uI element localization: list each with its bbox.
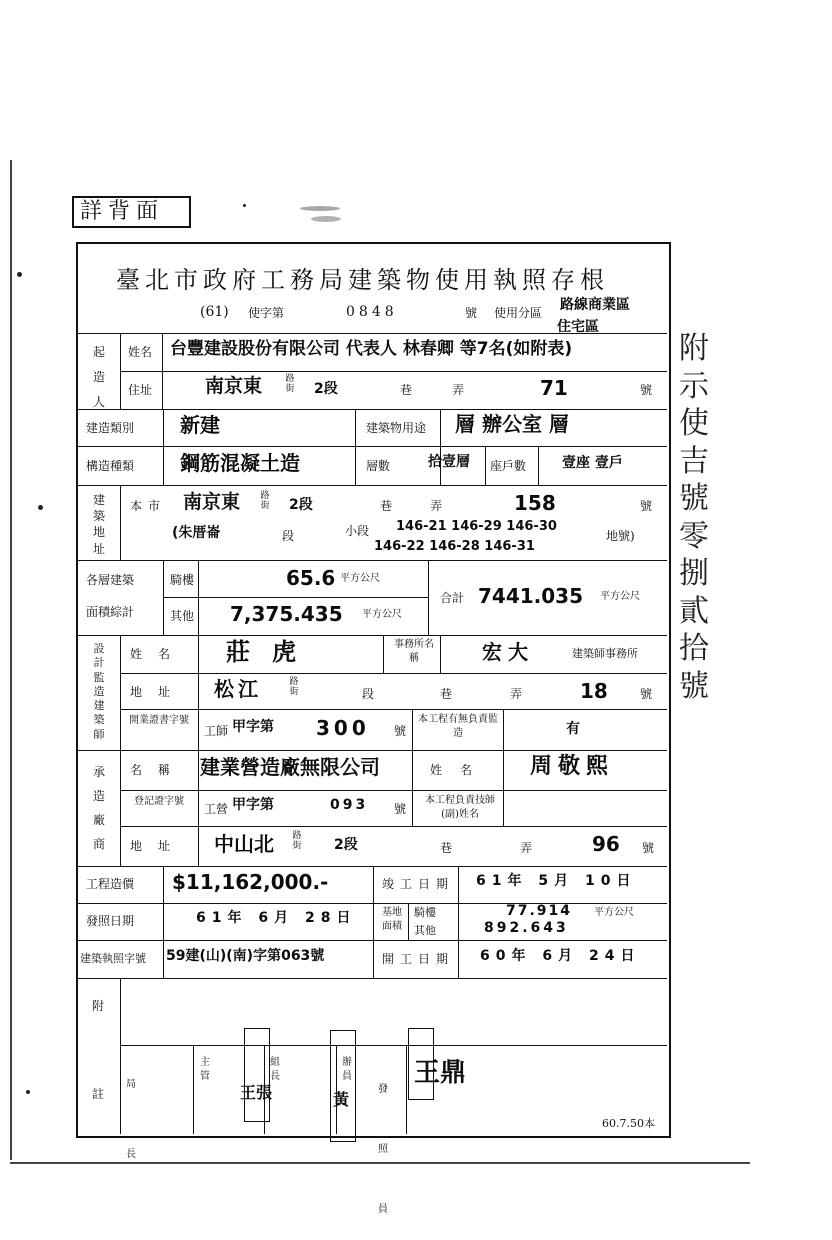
engineer-label: 本工程負責技師(副)姓名 — [425, 795, 495, 820]
done-label: 竣工日期 — [382, 877, 455, 891]
site-area-unit: 平方公尺 — [594, 907, 634, 918]
site-other-value: 892.643 — [484, 920, 569, 936]
permit-number: 0848 — [346, 304, 398, 320]
designer-address-no: 18 — [580, 679, 608, 703]
contractor-person-label: 姓名 — [430, 763, 491, 777]
site-no: 158 — [514, 491, 556, 515]
seal-stamp-2 — [330, 1030, 356, 1142]
cost-label: 工程造價 — [86, 877, 135, 891]
site-arcade-label: 騎樓 — [414, 906, 436, 919]
site-road-kind: 路街 — [260, 491, 270, 511]
back-side-label: 詳背面 — [80, 199, 165, 224]
seal-stamp-2-name: 黃 — [333, 1090, 350, 1109]
start-label: 開工日期 — [382, 952, 455, 966]
site-hao: 號 — [640, 499, 653, 513]
site-section-label: 建築地址 — [92, 493, 105, 556]
designer-office-suffix: 建築師事務所 — [572, 647, 638, 660]
designer-cert-label: 開業證書字號 — [129, 715, 189, 726]
site-lot-xiao: 小段 — [345, 524, 370, 538]
permit-prefix: 使字第 — [248, 306, 285, 320]
build-type-value: 新建 — [180, 413, 220, 437]
total-label: 合計 — [440, 591, 465, 605]
floor-other-value: 7,375.435 — [230, 602, 343, 626]
permit-no-value: 59建(山)(南)字第063號 — [166, 948, 325, 964]
floor-other-label: 其他 — [170, 609, 195, 623]
permit-year: (61) — [200, 304, 229, 320]
notes-label-fu: 附 — [92, 999, 105, 1013]
designer-address-alley: 弄 — [510, 687, 523, 701]
notes-label-zhu: 註 — [92, 1087, 105, 1101]
permit-suffix: 號 — [465, 306, 478, 320]
issue-value: 61年 6月 28日 — [196, 910, 357, 926]
site-lot-section: (朱厝崙 — [172, 525, 221, 541]
zone-value: 路線商業區 — [560, 297, 630, 313]
contractor-person-value: 周敬熙 — [530, 754, 615, 779]
arcade-unit: 平方公尺 — [340, 573, 380, 584]
site-duan: 2段 — [289, 497, 313, 513]
seal-stamp-1 — [244, 1028, 270, 1122]
site-arcade-value: 77.914 — [506, 903, 573, 919]
designer-cert-value: 甲字第 — [232, 719, 274, 735]
contractor-address-road: 路街 — [292, 831, 302, 851]
contractor-address-label: 地址 — [130, 839, 187, 853]
done-value: 61年 5月 10日 — [476, 873, 637, 889]
designer-address-lane: 巷 — [440, 687, 453, 701]
designer-address-duan: 段 — [362, 687, 375, 701]
site-city: 本市 — [130, 499, 167, 513]
stamp-col-supervisor: 主管 — [200, 1057, 210, 1082]
designer-address-label: 地址 — [130, 685, 187, 699]
builder-section-label: 起造人 — [92, 345, 105, 410]
cost-value: $11,162,000.- — [172, 870, 329, 894]
builder-address-section: 2段 — [314, 381, 338, 397]
builder-address-lane: 巷 — [400, 383, 413, 397]
contractor-reg-hao: 號 — [394, 802, 407, 816]
designer-office-label: 事務所名稱 — [394, 639, 434, 664]
site-lot-duan: 段 — [282, 529, 295, 543]
designer-cert-hao: 號 — [394, 724, 407, 738]
zone-label: 使用分區 — [494, 306, 543, 320]
form-title: 臺北市政府工務局建築物使用執照存根 — [116, 266, 609, 294]
contractor-address-hao: 號 — [642, 841, 655, 855]
stamp-col-director: 局長 — [126, 1079, 136, 1160]
site-lot-hao: 地號) — [606, 529, 635, 543]
zone-value-2: 住宅區 — [557, 319, 599, 335]
contractor-name-value: 建業營造廠無限公司 — [200, 755, 380, 779]
floor-other-unit: 平方公尺 — [362, 609, 402, 620]
floor-area-label-2: 面積綜計 — [86, 605, 135, 619]
contractor-reg-prefix: 工營 — [204, 802, 229, 816]
issue-label: 發照日期 — [86, 914, 135, 928]
right-margin-text: 附 示 使 吉 號 零 捌 貳 拾 號 — [679, 331, 709, 704]
structure-label: 構造種類 — [86, 459, 135, 473]
build-type-label: 建造類別 — [86, 421, 135, 435]
floors-value: 拾壹層 — [428, 454, 470, 470]
builder-address-label: 住址 — [128, 383, 153, 397]
total-unit: 平方公尺 — [600, 591, 640, 602]
designer-address-road: 路街 — [289, 677, 299, 697]
site-lots-row1: 146-21 146-29 146-30 — [396, 519, 557, 534]
designer-cert-prefix: 工師 — [204, 724, 229, 738]
builder-name-value: 台豐建設股份有限公司 代表人 林春卿 等7名(如附表) — [170, 339, 573, 359]
start-value: 60年 6月 24日 — [480, 948, 641, 964]
site-other-label: 其他 — [414, 924, 436, 937]
arcade-value: 65.6 — [286, 566, 336, 590]
permit-no-label: 建築執照字號 — [80, 952, 146, 965]
designer-address-value: 松江 — [214, 677, 262, 701]
site-alley: 弄 — [430, 499, 443, 513]
total-value: 7441.035 — [478, 584, 584, 608]
designer-cert-no: 300 — [316, 716, 370, 740]
builder-name-label: 姓名 — [128, 345, 153, 359]
usage-label: 建築物用途 — [366, 421, 427, 435]
designer-name-label: 姓名 — [130, 647, 187, 661]
contractor-reg-value: 甲字第 — [232, 797, 274, 813]
floor-area-label-1: 各層建築 — [86, 573, 135, 587]
seal-stamp-3-name: 王鼎 — [414, 1058, 467, 1088]
arcade-label: 騎樓 — [170, 573, 195, 587]
structure-value: 鋼筋混凝土造 — [180, 451, 300, 475]
contractor-address-no: 96 — [592, 832, 620, 856]
contractor-address-lane: 巷 — [440, 841, 453, 855]
usage-value: 層 辦公室 層 — [455, 412, 569, 436]
contractor-reg-no: 093 — [330, 797, 369, 813]
contractor-address-alley: 弄 — [520, 841, 533, 855]
site-area-label: 基地面積 — [382, 907, 402, 932]
seal-stamp-1-name: 王張 — [240, 1083, 273, 1102]
stamp-col-clerk: 辦員 — [342, 1057, 352, 1082]
footer-code: 60.7.50本 — [602, 1117, 655, 1130]
stamp-col-issuer: 發照員 — [378, 1084, 388, 1215]
contractor-reg-label: 登記證字號 — [134, 796, 184, 807]
designer-name-value: 莊虎 — [226, 638, 318, 666]
builder-address-alley: 弄 — [452, 383, 465, 397]
contractor-address-value: 中山北 — [214, 832, 274, 856]
stamp-col-leader: 組長 — [270, 1057, 280, 1082]
builder-address-no: 71 — [540, 376, 568, 400]
site-lots-row2: 146-22 146-28 146-31 — [374, 539, 535, 554]
site-road: 南京東 — [183, 491, 241, 513]
supervise-value: 有 — [566, 721, 580, 737]
units-label: 座戶數 — [490, 459, 527, 473]
builder-address-value: 南京東 — [205, 375, 263, 397]
contractor-address-duan: 2段 — [334, 837, 358, 853]
site-lane: 巷 — [380, 499, 393, 513]
units-value: 壹座 壹戶 — [562, 455, 623, 471]
contractor-section-label: 承造廠商 — [92, 765, 105, 851]
designer-address-hao: 號 — [640, 687, 653, 701]
contractor-name-label: 名稱 — [130, 763, 187, 777]
builder-address-road: 路街 — [285, 374, 295, 394]
floors-label: 層數 — [366, 459, 391, 473]
builder-address-hao: 號 — [640, 383, 653, 397]
designer-office-value: 宏大 — [482, 640, 534, 664]
designer-section-label: 設計監造建築師 — [93, 642, 105, 741]
supervise-label: 本工程有無負責監造 — [418, 714, 498, 739]
